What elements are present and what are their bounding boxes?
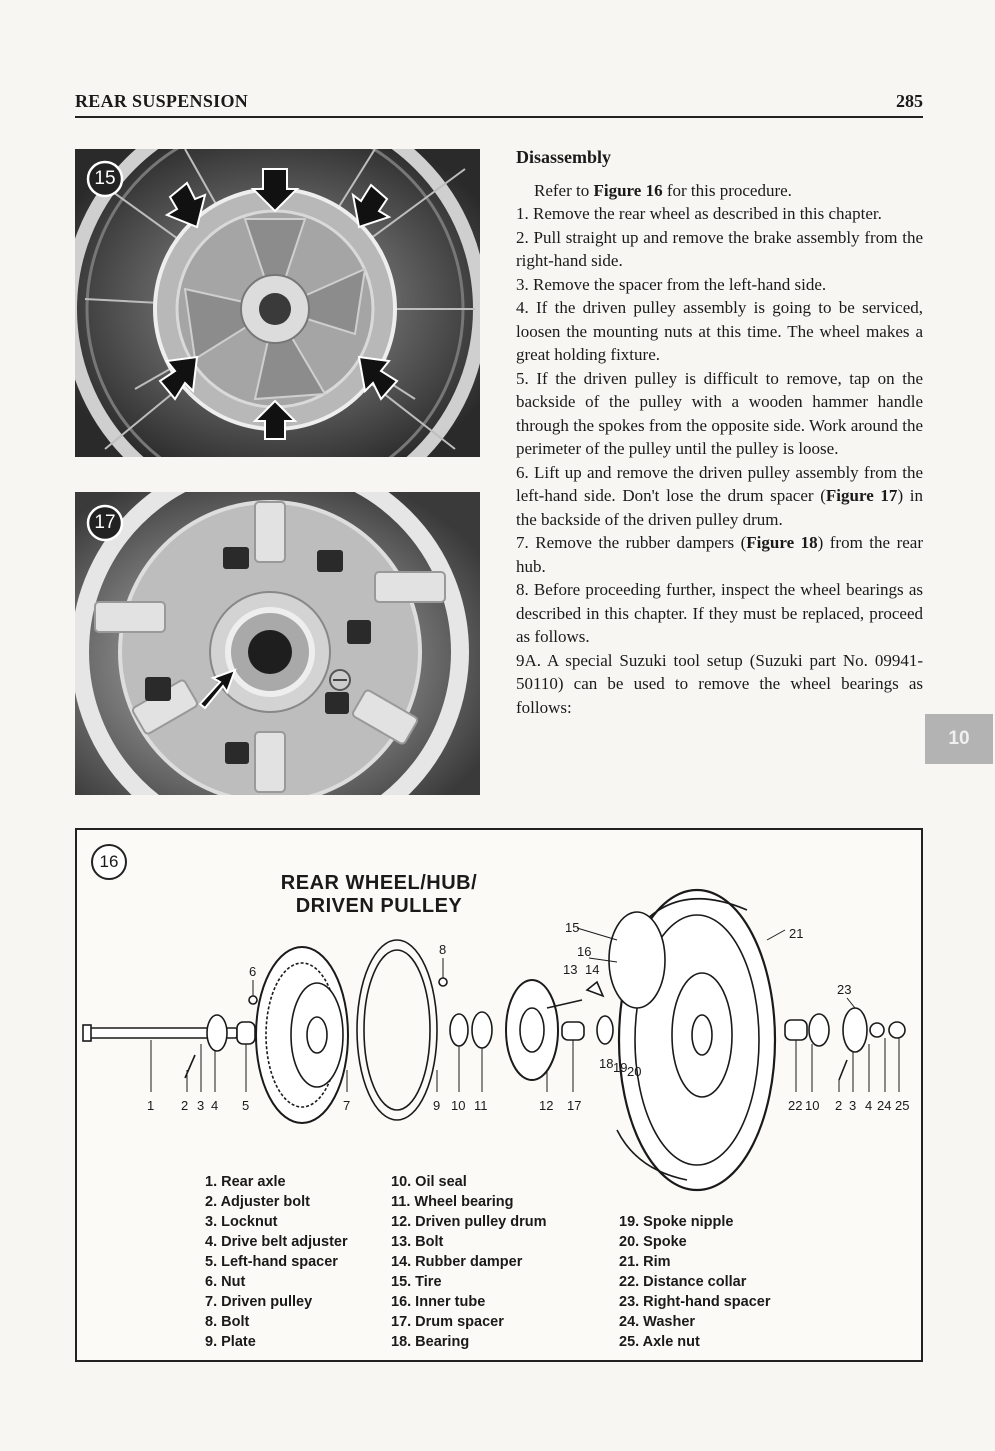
callout: 15 xyxy=(565,920,580,935)
legend-column-1 xyxy=(205,1172,348,1352)
legend-item: 18. Bearing xyxy=(391,1334,470,1350)
callout: 24 xyxy=(877,1098,892,1113)
callout: 2 xyxy=(835,1098,843,1113)
photo-badge-15: 15 xyxy=(94,168,116,189)
figure-16-box xyxy=(75,828,923,1362)
wheel-hub-photo xyxy=(75,149,480,457)
callout: 9 xyxy=(433,1098,441,1113)
legend-item: 22. Distance collar xyxy=(619,1274,747,1290)
legend-item: 15. Tire xyxy=(391,1274,442,1290)
legend-column-2 xyxy=(391,1172,547,1352)
legend-item: 10. Oil seal xyxy=(391,1174,467,1190)
step-7: 7. Remove the rubber dampers (Figure 18) from the rear hub. xyxy=(516,533,923,576)
callout: 22 xyxy=(788,1098,803,1113)
legend-item: 24. Washer xyxy=(619,1314,696,1330)
running-header xyxy=(75,90,923,118)
step-9a: 9A. A special Suzuki tool setup (Suzuki part No. 09941-50110) can be used to remove the wheel bearings as follows: xyxy=(516,650,923,717)
legend-item: 23. Right-hand spacer xyxy=(619,1294,771,1310)
page-number: 285 xyxy=(896,91,923,111)
legend-item: 8. Bolt xyxy=(205,1314,250,1330)
callout: 5 xyxy=(242,1098,250,1113)
callout: 19 xyxy=(613,1060,628,1075)
callout: 11 xyxy=(474,1098,488,1113)
callout: 8 xyxy=(439,942,447,957)
intro-paragraph: Refer to Figure 16 for this procedure. xyxy=(534,180,792,200)
callout: 3 xyxy=(849,1098,857,1113)
legend-item: 20. Spoke xyxy=(619,1234,687,1250)
legend-item: 1. Rear axle xyxy=(205,1174,286,1190)
legend-item: 14. Rubber damper xyxy=(391,1254,523,1270)
callout: 23 xyxy=(837,982,852,997)
legend-item: 21. Rim xyxy=(619,1254,671,1270)
step-3: 3. Remove the spacer from the left-hand side. xyxy=(516,274,827,294)
callout: 4 xyxy=(211,1098,219,1113)
legend-item: 16. Inner tube xyxy=(391,1294,486,1310)
step-8: 8. Before proceeding further, inspect the wheel bearings as described in this chapter. If they must be replaced, proceed as follows. xyxy=(516,580,923,646)
legend-item: 7. Driven pulley xyxy=(205,1294,313,1310)
section-title: REAR SUSPENSION xyxy=(75,91,249,111)
legend-item: 12. Driven pulley drum xyxy=(391,1214,547,1230)
callout: 4 xyxy=(865,1098,873,1113)
step-6: 6. Lift up and remove the driven pulley assembly from the left-hand side. Don't lose the drum spacer (Figure 17) in the backside of the driven pulley drum. xyxy=(516,462,923,529)
callout: 10 xyxy=(805,1098,820,1113)
photo-figure-15 xyxy=(75,149,480,457)
callout: 1 xyxy=(147,1098,155,1113)
legend-item: 9. Plate xyxy=(205,1334,256,1350)
legend-item: 6. Nut xyxy=(205,1274,246,1290)
photo-badge-17: 17 xyxy=(94,512,116,533)
step-2: 2. Pull straight up and remove the brake assembly from the right-hand side. xyxy=(516,227,923,270)
disassembly-section xyxy=(516,146,923,719)
callout: 14 xyxy=(585,962,600,977)
photo-figure-17 xyxy=(75,492,480,795)
callout: 21 xyxy=(789,926,804,941)
callout: 2 xyxy=(181,1098,189,1113)
callout: 7 xyxy=(343,1098,351,1113)
callout: 13 xyxy=(563,962,578,977)
pulley-drum-photo xyxy=(75,492,480,795)
callout: 12 xyxy=(539,1098,554,1113)
legend-item: 13. Bolt xyxy=(391,1234,444,1250)
legend-item: 4. Drive belt adjuster xyxy=(205,1234,348,1250)
callout: 20 xyxy=(627,1064,642,1079)
callout: 3 xyxy=(197,1098,205,1113)
step-4: 4. If the driven pulley assembly is going to be serviced, loosen the mounting nuts at this time. The wheel makes a great holding fixture. xyxy=(516,298,923,364)
legend-item: 5. Left-hand spacer xyxy=(205,1254,338,1270)
callout: 10 xyxy=(451,1098,466,1113)
callout: 17 xyxy=(567,1098,582,1113)
figure-number: 16 xyxy=(91,844,127,880)
legend-column-3 xyxy=(619,1212,770,1352)
step-5: 5. If the driven pulley is difficult to remove, tap on the backside of the pulley with a wooden hammer handle through the spokes from the opposite side. Work around the perimeter of the pulley until the pulley is loose. xyxy=(516,368,923,458)
callout: 6 xyxy=(249,964,257,979)
legend-item: 19. Spoke nipple xyxy=(619,1214,734,1230)
figure-title: REAR WHEEL/HUB/ DRIVEN PULLEY xyxy=(280,872,478,917)
legend-item: 25. Axle nut xyxy=(619,1334,700,1350)
chapter-tab: 10 xyxy=(925,714,993,764)
legend-item: 3. Locknut xyxy=(205,1214,278,1230)
callout: 16 xyxy=(577,944,592,959)
legend-item: 2. Adjuster bolt xyxy=(205,1194,310,1210)
legend-item: 17. Drum spacer xyxy=(391,1314,504,1330)
legend-item: 11. Wheel bearing xyxy=(391,1194,514,1210)
section-heading: Disassembly xyxy=(516,147,612,167)
callout: 25 xyxy=(895,1098,910,1113)
callout: 18 xyxy=(599,1056,614,1071)
step-1: 1. Remove the rear wheel as described in this chapter. xyxy=(516,204,882,223)
